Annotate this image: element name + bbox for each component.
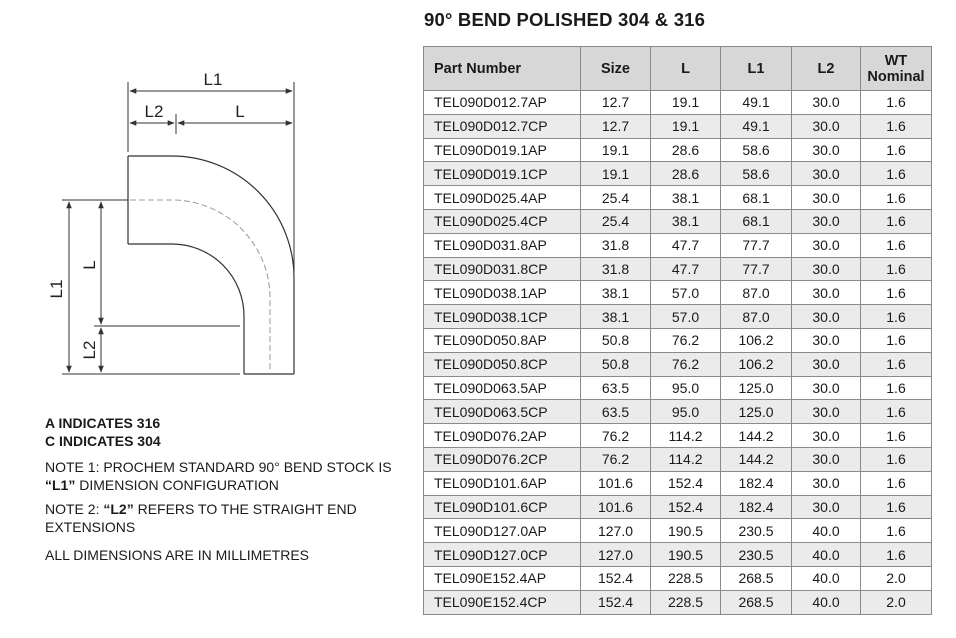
cell-part-number: TEL090D038.1CP	[424, 305, 581, 329]
table-row	[424, 114, 932, 138]
cell-size: 12.7	[581, 114, 651, 138]
cell-part-number: TEL090E152.4AP	[424, 566, 581, 590]
cell-size: 31.8	[581, 257, 651, 281]
cell-l1: 58.6	[721, 138, 792, 162]
cell-wt-nominal: 1.6	[861, 138, 932, 162]
cell-l1: 144.2	[721, 447, 792, 471]
label-l1-side: L1	[47, 279, 66, 299]
table-row	[424, 376, 932, 400]
cell-wt-nominal: 1.6	[861, 495, 932, 519]
cell-l1: 87.0	[721, 305, 792, 329]
cell-l2: 40.0	[792, 566, 861, 590]
cell-size: 127.0	[581, 519, 651, 543]
cell-l2: 40.0	[792, 519, 861, 543]
cell-l2: 30.0	[792, 424, 861, 448]
cell-part-number: TEL090D025.4CP	[424, 209, 581, 233]
cell-part-number: TEL090D038.1AP	[424, 281, 581, 305]
indicates-c: C INDICATES 304	[45, 433, 161, 449]
cell-l2: 40.0	[792, 543, 861, 567]
note-3: ALL DIMENSIONS ARE IN MILLIMETRES	[45, 547, 309, 563]
cell-wt-nominal: 1.6	[861, 209, 932, 233]
indicates-a: A INDICATES 316	[45, 415, 161, 431]
cell-l: 228.5	[651, 566, 721, 590]
table-body	[424, 91, 932, 615]
cell-wt-nominal: 1.6	[861, 162, 932, 186]
cell-part-number: TEL090D063.5AP	[424, 376, 581, 400]
table-row	[424, 495, 932, 519]
header-wt-nominal: WT Nominal	[861, 47, 932, 91]
cell-part-number: TEL090D025.4AP	[424, 186, 581, 210]
cell-l: 95.0	[651, 400, 721, 424]
cell-size: 127.0	[581, 543, 651, 567]
cell-wt-nominal: 1.6	[861, 543, 932, 567]
cell-l2: 30.0	[792, 233, 861, 257]
cell-l2: 30.0	[792, 400, 861, 424]
cell-part-number: TEL090D127.0CP	[424, 543, 581, 567]
cell-part-number: TEL090D101.6CP	[424, 495, 581, 519]
cell-l1: 77.7	[721, 257, 792, 281]
cell-part-number: TEL090D050.8CP	[424, 352, 581, 376]
table-row	[424, 281, 932, 305]
table-header-row	[424, 47, 932, 91]
cell-l2: 30.0	[792, 352, 861, 376]
cell-part-number: TEL090E152.4CP	[424, 590, 581, 614]
cell-size: 38.1	[581, 305, 651, 329]
cell-size: 50.8	[581, 352, 651, 376]
page-title: 90° BEND POLISHED 304 & 316	[424, 9, 706, 30]
table-row	[424, 566, 932, 590]
cell-size: 12.7	[581, 91, 651, 115]
cell-l: 76.2	[651, 352, 721, 376]
cell-l1: 58.6	[721, 162, 792, 186]
cell-l: 76.2	[651, 328, 721, 352]
cell-part-number: TEL090D019.1AP	[424, 138, 581, 162]
cell-part-number: TEL090D031.8CP	[424, 257, 581, 281]
cell-l: 38.1	[651, 209, 721, 233]
cell-l: 19.1	[651, 114, 721, 138]
cell-l2: 30.0	[792, 186, 861, 210]
cell-part-number: TEL090D019.1CP	[424, 162, 581, 186]
cell-l2: 30.0	[792, 138, 861, 162]
cell-l: 190.5	[651, 543, 721, 567]
cell-wt-nominal: 2.0	[861, 590, 932, 614]
cell-l2: 30.0	[792, 114, 861, 138]
cell-l: 19.1	[651, 91, 721, 115]
cell-l1: 125.0	[721, 400, 792, 424]
cell-wt-nominal: 1.6	[861, 257, 932, 281]
cell-l1: 49.1	[721, 114, 792, 138]
cell-l2: 30.0	[792, 209, 861, 233]
cell-l1: 268.5	[721, 566, 792, 590]
header-l2: L2	[792, 47, 861, 91]
cell-l1: 49.1	[721, 91, 792, 115]
table-row	[424, 91, 932, 115]
header-part-number: Part Number	[424, 47, 581, 91]
cell-part-number: TEL090D031.8AP	[424, 233, 581, 257]
table-row	[424, 138, 932, 162]
table-row	[424, 424, 932, 448]
cell-l1: 77.7	[721, 233, 792, 257]
cell-part-number: TEL090D076.2CP	[424, 447, 581, 471]
cell-l: 28.6	[651, 162, 721, 186]
cell-l1: 68.1	[721, 209, 792, 233]
cell-wt-nominal: 1.6	[861, 424, 932, 448]
header-l: L	[651, 47, 721, 91]
cell-size: 101.6	[581, 495, 651, 519]
spec-table	[423, 46, 932, 615]
cell-l2: 30.0	[792, 305, 861, 329]
cell-part-number: TEL090D012.7CP	[424, 114, 581, 138]
table-row	[424, 519, 932, 543]
cell-l1: 87.0	[721, 281, 792, 305]
note-1: NOTE 1: PROCHEM STANDARD 90° BEND STOCK IS “L1” DIMENSION CONFIGURATION	[45, 459, 392, 493]
cell-l2: 30.0	[792, 281, 861, 305]
table-row	[424, 233, 932, 257]
cell-wt-nominal: 1.6	[861, 305, 932, 329]
cell-l: 190.5	[651, 519, 721, 543]
cell-wt-nominal: 1.6	[861, 352, 932, 376]
cell-size: 38.1	[581, 281, 651, 305]
bend-diagram	[0, 0, 420, 400]
cell-wt-nominal: 1.6	[861, 471, 932, 495]
cell-size: 63.5	[581, 376, 651, 400]
cell-l2: 30.0	[792, 495, 861, 519]
header-l1: L1	[721, 47, 792, 91]
cell-l: 57.0	[651, 281, 721, 305]
cell-l2: 40.0	[792, 590, 861, 614]
cell-size: 19.1	[581, 138, 651, 162]
bend-inner-wall	[128, 244, 244, 374]
cell-size: 63.5	[581, 400, 651, 424]
cell-size: 50.8	[581, 328, 651, 352]
cell-l1: 106.2	[721, 328, 792, 352]
cell-l2: 30.0	[792, 376, 861, 400]
cell-l: 38.1	[651, 186, 721, 210]
table-row	[424, 590, 932, 614]
cell-l2: 30.0	[792, 91, 861, 115]
table-row	[424, 162, 932, 186]
cell-wt-nominal: 1.6	[861, 447, 932, 471]
cell-size: 25.4	[581, 186, 651, 210]
cell-l: 152.4	[651, 471, 721, 495]
table-row	[424, 352, 932, 376]
table-row	[424, 328, 932, 352]
cell-wt-nominal: 1.6	[861, 400, 932, 424]
table-row	[424, 209, 932, 233]
header-size: Size	[581, 47, 651, 91]
cell-size: 25.4	[581, 209, 651, 233]
cell-l: 114.2	[651, 447, 721, 471]
label-l1-top: L1	[203, 70, 223, 89]
cell-part-number: TEL090D063.5CP	[424, 400, 581, 424]
label-l2-top: L2	[144, 102, 164, 121]
cell-wt-nominal: 2.0	[861, 566, 932, 590]
cell-l: 47.7	[651, 257, 721, 281]
table-row	[424, 186, 932, 210]
cell-size: 101.6	[581, 471, 651, 495]
cell-l1: 182.4	[721, 471, 792, 495]
cell-l1: 268.5	[721, 590, 792, 614]
cell-wt-nominal: 1.6	[861, 519, 932, 543]
cell-part-number: TEL090D050.8AP	[424, 328, 581, 352]
cell-size: 31.8	[581, 233, 651, 257]
cell-l1: 68.1	[721, 186, 792, 210]
bend-centreline	[130, 200, 270, 372]
cell-part-number: TEL090D076.2AP	[424, 424, 581, 448]
cell-wt-nominal: 1.6	[861, 114, 932, 138]
table-row	[424, 257, 932, 281]
cell-wt-nominal: 1.6	[861, 281, 932, 305]
cell-l2: 30.0	[792, 328, 861, 352]
cell-l: 57.0	[651, 305, 721, 329]
table-row	[424, 471, 932, 495]
table-row	[424, 400, 932, 424]
table-row	[424, 543, 932, 567]
cell-l2: 30.0	[792, 257, 861, 281]
table-row	[424, 305, 932, 329]
cell-part-number: TEL090D101.6AP	[424, 471, 581, 495]
cell-l: 114.2	[651, 424, 721, 448]
label-l-side: L	[80, 260, 99, 270]
cell-l2: 30.0	[792, 447, 861, 471]
cell-l: 228.5	[651, 590, 721, 614]
cell-wt-nominal: 1.6	[861, 91, 932, 115]
cell-part-number: TEL090D012.7AP	[424, 91, 581, 115]
label-l-top: L	[235, 102, 245, 121]
label-l2-side: L2	[80, 340, 99, 360]
cell-size: 76.2	[581, 447, 651, 471]
cell-size: 152.4	[581, 566, 651, 590]
cell-l2: 30.0	[792, 162, 861, 186]
bend-outer-wall	[128, 156, 294, 374]
cell-l1: 125.0	[721, 376, 792, 400]
note-2: NOTE 2: “L2” REFERS TO THE STRAIGHT END EXTENSIONS	[45, 501, 357, 535]
cell-l1: 182.4	[721, 495, 792, 519]
cell-size: 152.4	[581, 590, 651, 614]
cell-wt-nominal: 1.6	[861, 328, 932, 352]
cell-l: 47.7	[651, 233, 721, 257]
cell-l: 95.0	[651, 376, 721, 400]
notes-block	[45, 414, 415, 564]
cell-l1: 106.2	[721, 352, 792, 376]
cell-l: 28.6	[651, 138, 721, 162]
cell-l2: 30.0	[792, 471, 861, 495]
cell-size: 19.1	[581, 162, 651, 186]
cell-l1: 144.2	[721, 424, 792, 448]
cell-l: 152.4	[651, 495, 721, 519]
table-row	[424, 447, 932, 471]
cell-wt-nominal: 1.6	[861, 186, 932, 210]
cell-l1: 230.5	[721, 519, 792, 543]
cell-part-number: TEL090D127.0AP	[424, 519, 581, 543]
cell-wt-nominal: 1.6	[861, 233, 932, 257]
cell-wt-nominal: 1.6	[861, 376, 932, 400]
cell-l1: 230.5	[721, 543, 792, 567]
cell-size: 76.2	[581, 424, 651, 448]
